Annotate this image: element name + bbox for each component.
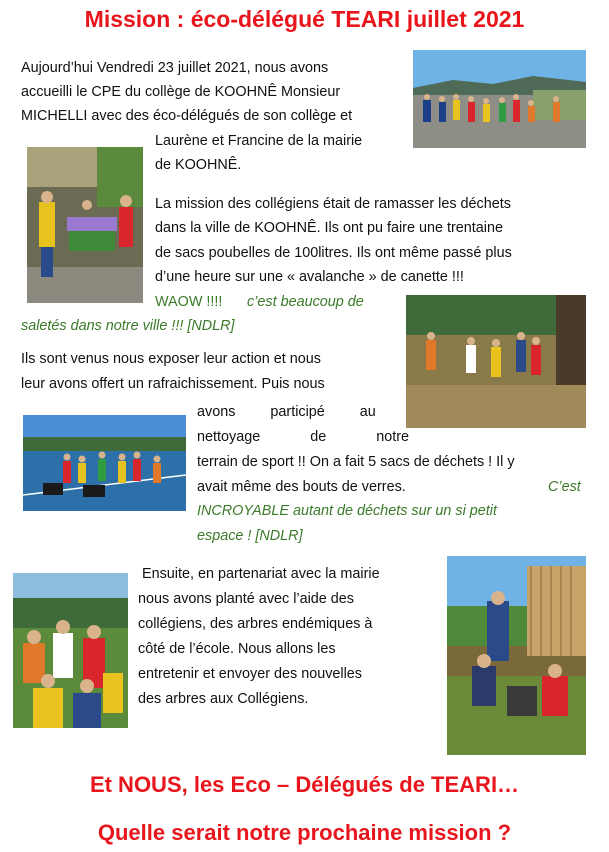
closing-line-1: Et NOUS, les Eco – Délégués de TEARI…: [89, 772, 520, 797]
visit-line: avait même des bouts de verres.: [197, 479, 406, 495]
tree-planting-photo: [447, 556, 586, 755]
mission-line: d’une heure sur une « avalanche » de canette !!!: [155, 269, 464, 285]
planting-line: nous avons planté avec l’aide des: [138, 591, 355, 607]
planting-line: collégiens, des arbres endémiques à: [138, 616, 373, 632]
mission-line: La mission des collégiens était de ramasser les déchets: [155, 196, 511, 212]
editor-note-line: c’est beaucoup de: [247, 294, 364, 310]
closing-question: Quelle serait notre prochaine mission ?: [97, 820, 512, 845]
planting-line: côté de l’école. Nous allons les: [138, 641, 336, 657]
page-title: Mission : éco-délégué TEARI juillet 2021: [84, 6, 525, 32]
editor-note-exclamation: WAOW !!!!: [155, 294, 223, 310]
editor-note-line: C’est: [548, 479, 581, 495]
editor-note-line: espace ! [NDLR]: [197, 528, 303, 544]
editor-note-line: saletés dans notre ville !!! [NDLR]: [21, 318, 235, 334]
mission-line: dans la ville de KOOHNÊ. Ils ont pu faire une trentaine: [155, 220, 503, 236]
planting-line: Ensuite, en partenariat avec la mairie: [142, 566, 380, 582]
planting-line: des arbres aux Collégiens.: [138, 691, 309, 707]
intro-line: de KOOHNÊ.: [155, 157, 242, 173]
planting-group-photo: [13, 573, 128, 728]
planting-line: entretenir et envoyer des nouvelles: [138, 666, 362, 682]
intro-line: accueilli le CPE du collège de KOOHNÊ Monsieur: [21, 84, 341, 100]
sports-court-photo: [23, 415, 186, 511]
intro-line: Laurène et Francine de la mairie: [155, 133, 363, 149]
intro-line: MICHELLI avec des éco-délégués de son collège et: [21, 108, 353, 124]
editor-note-line: INCROYABLE autant de déchets sur un si petit: [197, 503, 497, 519]
intro-line: Aujourd’hui Vendredi 23 juillet 2021, nous avons: [21, 60, 329, 76]
cleanup-field-photo: [406, 295, 586, 428]
group-photo: [413, 50, 586, 148]
visit-line: avons participé au: [197, 404, 376, 420]
visit-line: Ils sont venus nous exposer leur action et nous: [21, 351, 321, 367]
visit-line: terrain de sport !! On a fait 5 sacs de déchets ! Il y: [197, 454, 515, 470]
visit-line: leur avons offert un rafraichissement. Puis nous: [21, 376, 325, 392]
table-activity-photo: [27, 147, 143, 303]
mission-line: de sacs poubelles de 100litres. Ils ont même passé plus: [155, 245, 512, 261]
visit-line: nettoyage de notre: [197, 429, 410, 445]
